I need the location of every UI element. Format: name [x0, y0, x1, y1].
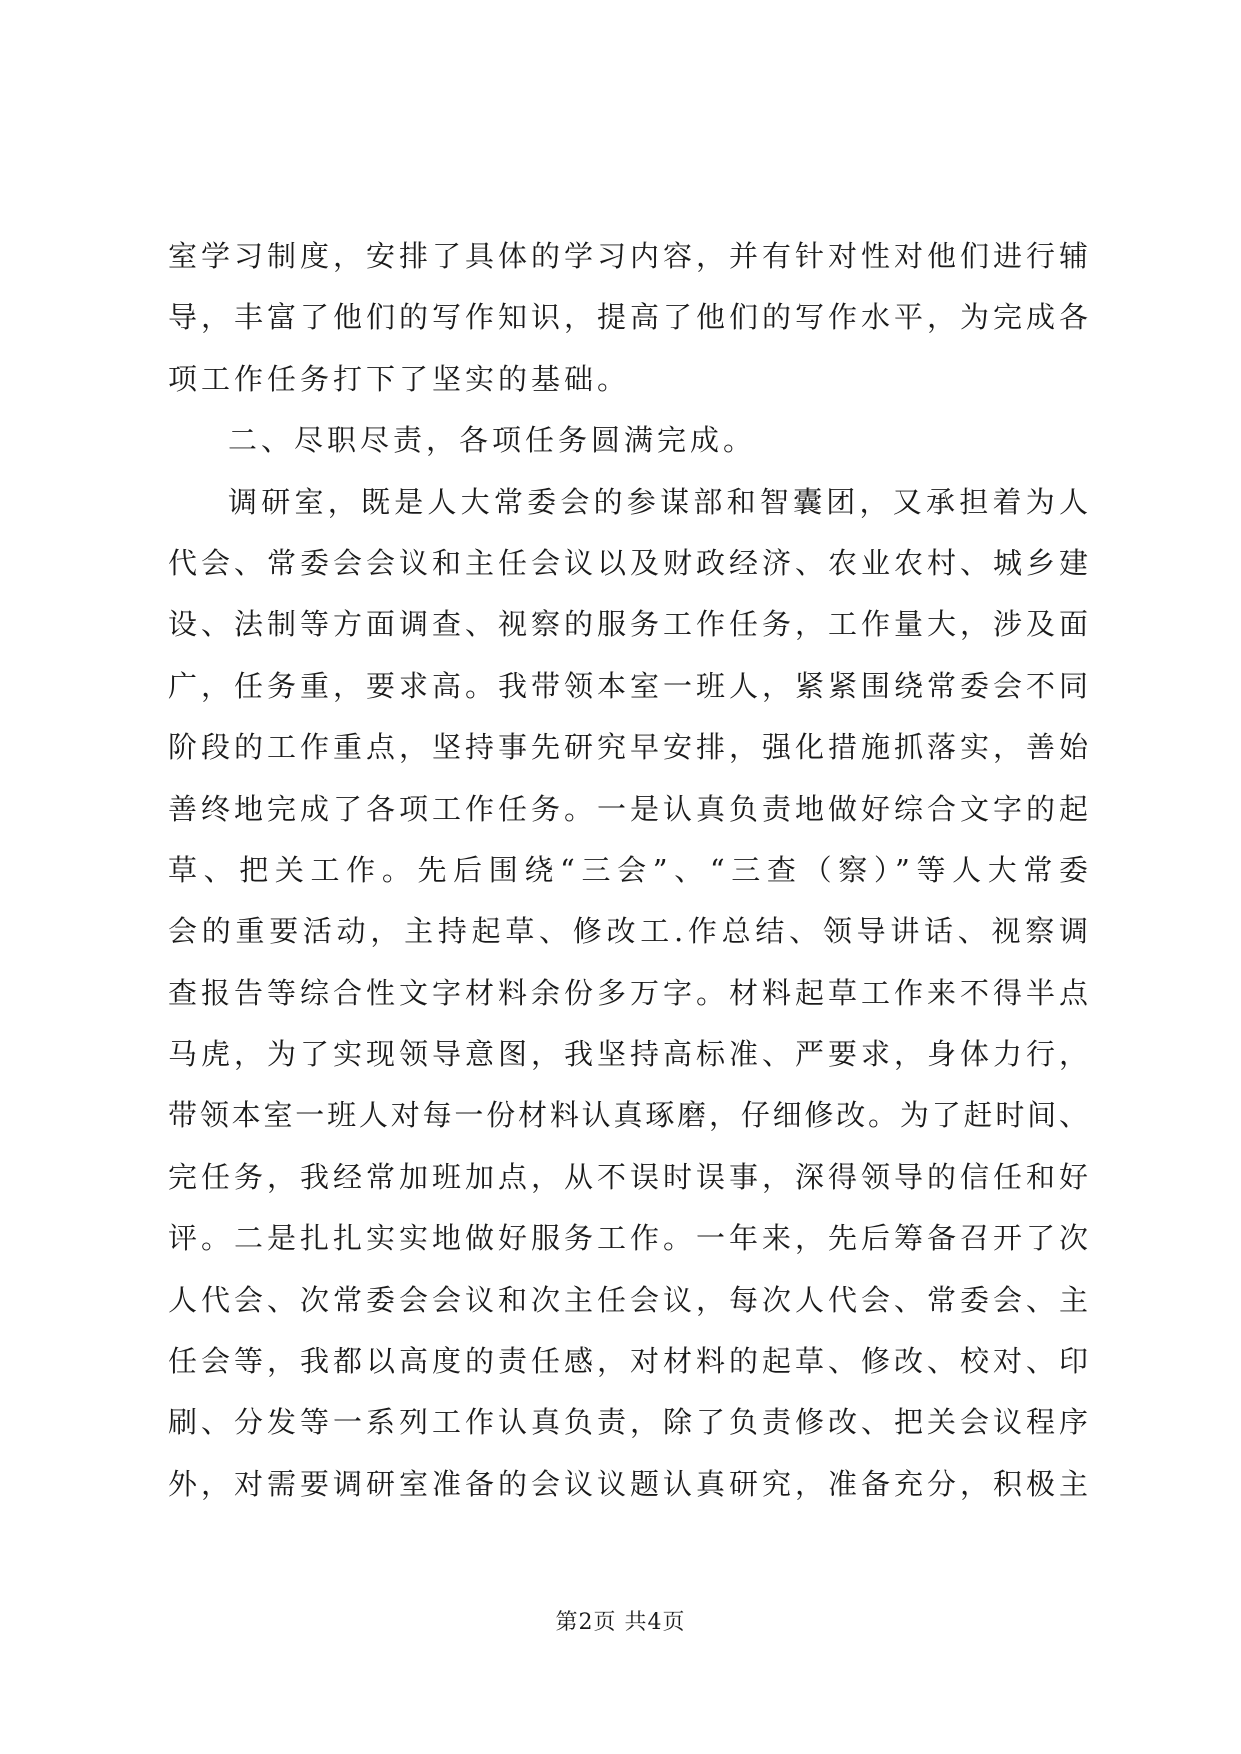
text-line: 完任务，我经常加班加点，从不误时误事，深得领导的信任和好 [168, 1159, 1088, 1194]
text-line: 外，对需要调研室准备的会议议题认真研究，准备充分，积极主 [168, 1466, 1088, 1501]
text-line: 项工作任务打下了坚实的基础。 [168, 361, 631, 396]
text-line: 草、把关工作。先后围绕“三会”、“三查（察）”等人大常委 [168, 852, 1088, 887]
text-line: 导，丰富了他们的写作知识，提高了他们的写作水平，为完成各 [168, 300, 1088, 335]
text-line: 带领本室一班人对每一份材料认真琢磨，仔细修改。为了赶时间、 [168, 1098, 1088, 1133]
body-text [168, 226, 1088, 1515]
section-heading: 二、尽职尽责，各项任务圆满完成。 [228, 423, 757, 458]
page-number-footer: 第2页 共4页 [555, 1610, 686, 1635]
text-line: 刷、分发等一系列工作认真负责，除了负责修改、把关会议程序 [168, 1405, 1088, 1440]
text-line: 马虎，为了实现领导意图，我坚持高标准、严要求，身体力行， [168, 1037, 1088, 1072]
text-line: 广，任务重，要求高。我带领本室一班人，紧紧围绕常委会不同 [168, 668, 1088, 703]
text-line: 人代会、次常委会会议和次主任会议，每次人代会、常委会、主 [168, 1282, 1088, 1317]
text-line: 查报告等综合性文字材料余份多万字。材料起草工作来不得半点 [168, 975, 1088, 1010]
text-line: 代会、常委会会议和主任会议以及财政经济、农业农村、城乡建 [168, 545, 1088, 580]
text-line: 阶段的工作重点，坚持事先研究早安排，强化措施抓落实，善始 [168, 730, 1088, 765]
text-line: 任会等，我都以高度的责任感，对材料的起草、修改、校对、印 [168, 1344, 1088, 1379]
text-line: 调研室，既是人大常委会的参谋部和智囊团，又承担着为人 [228, 484, 1088, 519]
text-line: 室学习制度，安排了具体的学习内容，并有针对性对他们进行辅 [168, 239, 1088, 273]
text-line: 评。二是扎扎实实地做好服务工作。一年来，先后筹备召开了次 [168, 1221, 1088, 1256]
text-line: 会的重要活动，主持起草、修改工.作总结、领导讲话、视察调 [168, 914, 1088, 949]
text-line: 善终地完成了各项工作任务。一是认真负责地做好综合文字的起 [168, 791, 1088, 826]
text-line: 设、法制等方面调查、视察的服务工作任务，工作量大，涉及面 [168, 607, 1088, 642]
